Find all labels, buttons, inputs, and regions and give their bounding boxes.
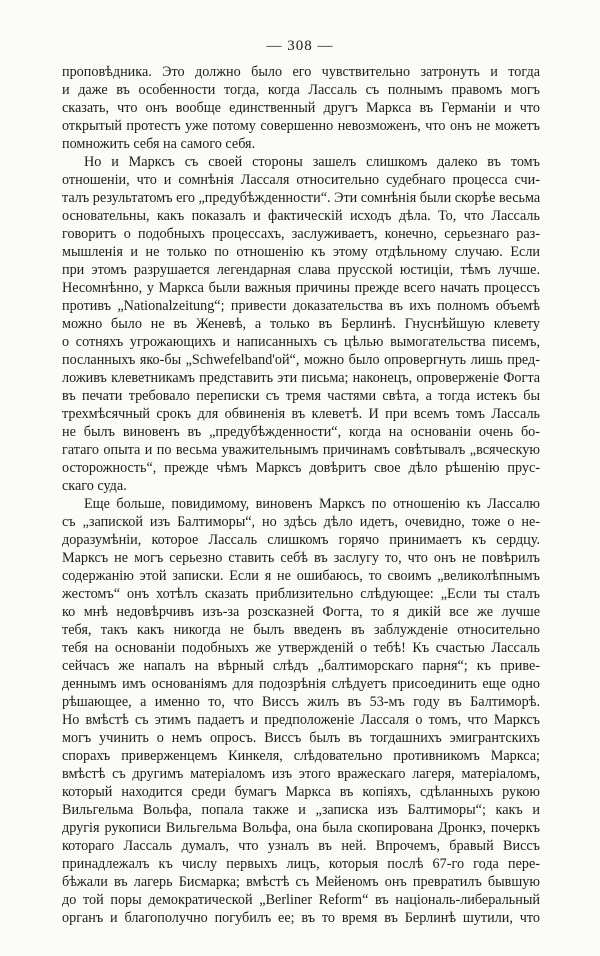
page-number: — 308 — bbox=[266, 38, 334, 54]
text-line: тебя на основаніи подобныхъ же утвержденій о тебѣ! Къ счастью Лассаль bbox=[62, 640, 540, 656]
text-line: принадлежалъ къ числу первыхъ лицъ, которыя послѣ 67-го года пере- bbox=[62, 856, 540, 872]
text-line: могъ учинить о немъ опросъ. Виссъ былъ въ тогдашнихъ эмигрантскихъ bbox=[62, 730, 540, 746]
text-line: основательны, какъ показалъ и фактическій исходъ дѣла. То, что Лассаль bbox=[62, 208, 540, 224]
text-line: жестомъ“ онъ хотѣлъ сказать приблизительно слѣдующее: „Если ты сталъ bbox=[62, 586, 540, 602]
text-line: скаго суда. bbox=[62, 478, 127, 494]
text-line: тебя, такъ какъ никогда не былъ введенъ въ заблужденіе относительно bbox=[62, 622, 540, 638]
text-line: другія рукописи Вильгельма Вольфа, она была скопирована Дронкэ, почеркъ bbox=[62, 820, 540, 836]
text-line: спорахъ приверженцемъ Кинкеля, слѣдовательно противникомъ Маркса; bbox=[62, 748, 540, 764]
text-line: гатаго опыта и по весьма уважительнымъ причинамъ совѣтывалъ „всяческую bbox=[62, 442, 540, 458]
text-line: содержанію этой записки. Если я не ошибаюсь, то своимъ „великолѣпнымъ bbox=[62, 568, 540, 584]
text-line: въ печати требовало переписки съ тремя частями свѣта, а тогда истекъ бы bbox=[62, 388, 540, 404]
text-line: можно было не въ Женевѣ, а только въ Берлинѣ. Гнуснѣйшую клевету bbox=[62, 316, 540, 332]
text-line: говоритъ о подобныхъ процессахъ, заслуживаетъ, конечно, серьезнаго раз- bbox=[62, 226, 540, 242]
paragraph bbox=[62, 63, 540, 153]
text-line: который находится среди бумагъ Маркса въ копіяхъ, сдѣланныхъ рукою bbox=[62, 784, 540, 800]
text-line: и даже въ особенности тогда, когда Лассаль съ полнымъ правомъ могъ bbox=[62, 82, 540, 98]
text-line: рѣшающее, а именно то, что Виссъ жилъ въ 53-мъ году въ Балтиморѣ. bbox=[62, 694, 540, 710]
text-line: посланныхъ яко-бы „Schwefelband'ой“, можно было опровергнуть лишь пред- bbox=[62, 352, 540, 368]
text-line: при этомъ разрушается легендарная слава прусской юстиціи, тѣмъ лучше. bbox=[62, 262, 540, 278]
text-line: бѣжали въ лагерь Бисмарка; вмѣстѣ съ Мейеномъ онъ превратилъ бывшую bbox=[62, 874, 540, 890]
text-line: до той поры демократической „Berliner Reform“ въ національ-либеральный bbox=[62, 892, 540, 908]
text-line: мышленія и не только по отношенію къ этому отдѣльному случаю. Если bbox=[62, 244, 540, 260]
paragraph bbox=[62, 153, 540, 495]
text-line: Но и Марксъ съ своей стороны зашелъ слишкомъ далеко въ томъ bbox=[84, 154, 540, 170]
text-line: доразумѣніи, которое Лассаль слишкомъ горячо принимаетъ къ сердцу. bbox=[62, 532, 540, 548]
text-line: отношеніи, что и сомнѣнія Лассаля относительно судебнаго процесса счи- bbox=[62, 172, 540, 188]
text-line: противъ „Nationalzeitung“; привести доказательства въ ихъ полномъ объемѣ bbox=[62, 298, 540, 314]
text-line: ложивъ клеветникамъ представить эти письма; наконецъ, опроверженіе Фогта bbox=[62, 370, 540, 386]
text-body bbox=[62, 63, 540, 927]
text-line: Но вмѣстѣ съ этимъ падаетъ и предположеніе Лассаля о томъ, что Марксъ bbox=[62, 712, 540, 728]
text-line: проповѣдника. Это должно было его чувствительно затронуть и тогда bbox=[62, 64, 540, 80]
text-line: деннымъ имъ основаніямъ для подозрѣнія слѣдуетъ присоединить еще одно bbox=[62, 676, 540, 692]
text-line: талъ результатомъ его „предубѣжденности“. Эти сомнѣнія были скорѣе весьма bbox=[62, 190, 540, 206]
text-line: Вильгельма Вольфа, попала также и „записка изъ Балтиморы“; какъ и bbox=[62, 802, 540, 818]
text-line: котораго Лассаль думалъ, что узналъ въ ней. Впрочемъ, бравый Виссъ bbox=[62, 838, 540, 854]
text-line: Несомнѣнно, у Маркса были важныя причины прежде всего начать процессъ bbox=[62, 280, 540, 296]
text-line: сказать, что онъ вообще единственный другъ Маркса въ Германіи и что bbox=[62, 100, 540, 116]
paragraph bbox=[62, 495, 540, 927]
text-line: сейчасъ же напалъ на вѣрный слѣдъ „балтиморскаго парня“; къ приве- bbox=[62, 658, 540, 674]
text-line: не былъ виновенъ въ „предубѣжденности“, когда на основаніи очень бо- bbox=[62, 424, 540, 440]
text-line: ко мнѣ недовѣрчивъ изъ-за розсказней Фогта, то я дикій все же лучше bbox=[62, 604, 540, 620]
text-line: Еще больше, повидимому, виновенъ Марксъ по отношенію къ Лассалю bbox=[84, 496, 540, 512]
text-line: Марксъ не могъ серьезно ставить себѣ въ заслугу то, что онъ не повѣрилъ bbox=[62, 550, 540, 566]
text-line: органъ и благополучно погубилъ ее; въ то время въ Берлинѣ шутили, что bbox=[62, 910, 540, 926]
text-line: открытый протестъ уже потому совершенно невозможенъ, что онъ не можетъ bbox=[62, 118, 540, 134]
text-line: съ „запиской изъ Балтиморы“, но здѣсь дѣло идетъ, очевидно, тоже о не- bbox=[62, 514, 540, 530]
text-line: о сотняхъ угрожающихъ и написанныхъ съ цѣлью вымогательства писемъ, bbox=[62, 334, 540, 350]
text-line: трехмѣсячный срокъ для обвиненія въ клеветѣ. И при всемъ томъ Лассаль bbox=[62, 406, 540, 422]
text-line: осторожность“, прежде чѣмъ Марксъ довѣритъ свое дѣло рѣшенію прус- bbox=[62, 460, 540, 476]
text-line: вмѣстѣ съ другимъ матеріаломъ изъ этого вражескаго лагеря, матеріаломъ, bbox=[62, 766, 540, 782]
text-line: помножить себя на самого себя. bbox=[62, 136, 256, 152]
